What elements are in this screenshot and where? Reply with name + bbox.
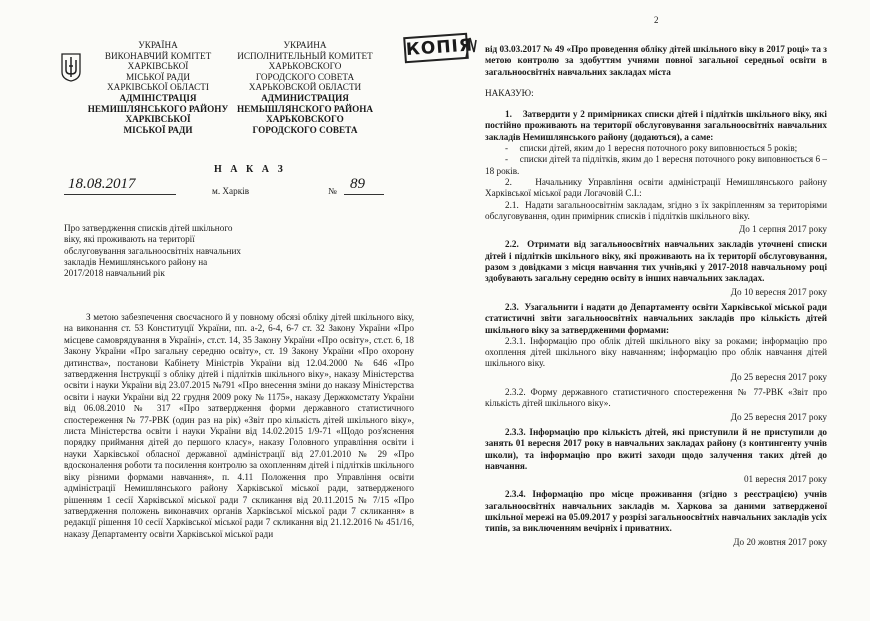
header-ru-line: АДМИНИСТРАЦИЯ [261, 92, 349, 103]
clause-2-3-3: 2.3.3. Інформацію про кількість дітей, які приступили й не приступили до занять 01 вересня 2017 року в навчальних закладах району (з контингенту учнів школи), та інформацію про вжиті заходи щодо залучення таких дітей до навчання. [485, 426, 827, 471]
header-ua-line: ВИКОНАВЧИЙ КОМІТЕТ [104, 50, 212, 61]
header-ru-line: УКРАИНА [283, 40, 327, 50]
clause-2-3-2: 2.3.2. Форму державного статистичного спостереження № 77-РВК «Звіт про кількість дітей шкільного віку». [485, 387, 827, 409]
clause-2-1: 2.1. Надати загальноосвітнім закладам, згідно з їх закріпленням за територіями обслуговування, один примірник списків і підлітків шкільного віку. [485, 199, 827, 221]
preamble-text: З метою забезпечення своєчасного й у повному обсязі обліку дітей шкільного віку, на виконання ст. 53 Конституції України, пп. а-2, 6-4, 6-7 ст. 32 Закону України «Про місцеве самоврядування в Україні», ст.ст. 14, 35 Закону України «Про освіту», ст.ст. 6, 18 Закону України «Про загальну середню освіту», ст. 19 Закону України «Про охорону дитинства», постанови Кабінету Міністрів України від 12.04.2000 № 646 «Про затвердження Інструкції з обліку дітей і підлітків шкільного віку», наказу Міністерства освіти і науки України від 23.07.2015 №791 «Про внесення зміни до наказу Міністерства освіти і науки України від 22 грудня 2009 року № 1175», наказу Держкомстату України від 06.08.2010 № 317 «Про затвердження форми державного статистичного спостереження № 77-РВК (один раз на рік) «Звіт про кількість дітей шкільного віку», листа Міністерства освіти і науки України від 14.02.2015 1/9-71 «Щодо роз'яснення порядку приймання дітей до першого класу», наказу Головного управління освіти і науки Харківської обласної державної адміністрації від 27.01.2010 № 29 «Про вдосконалення роботи та посилення контролю за охопленням дітей і підлітків шкільного віку різними формами навчання», п. 4.11 Положення про Управління освіти адміністрації Немишлянського району Харківської міської ради, затвердженого рішенням 1 сесії Харківської міської ради 7 скликання від 20.11.2015 № 7/15 «Про затвердження положень виконавчих органів Харківської міської ради 7 скликання» в редакції рішення 10 сесії Харківської міської ради 7 скликання від 21.12.2016 № 451/16, наказу Департаменту освіти Харківської міської ради [64, 312, 414, 539]
header-ua-line: МІСЬКОЇ РАДИ [123, 124, 193, 135]
header-ukrainian [78, 40, 238, 135]
deadline: До 25 вересня 2017 року [730, 411, 827, 422]
page-number: 2 [654, 15, 659, 25]
signature-mark-icon [464, 34, 478, 60]
copy-stamp [394, 30, 478, 66]
order-title: Н А К А З [214, 164, 286, 175]
clause-1b: - списки дітей та підлітків, яким до 1 вересня поточного року виповнюється 6 – 18 років. [485, 154, 827, 176]
header-ua-line: УКРАЇНА [138, 40, 178, 50]
header-ru-line: НЕМЫШЛЯНСКОГО РАЙОНА [236, 103, 374, 114]
order-number: 89 [350, 176, 365, 192]
clause-2: 2. Начальнику Управління освіти адміністрації Немишлянського району Харківської міської ради Логачовій С.І.: [485, 176, 827, 199]
header-ua-line: ХАРКІВСЬКОЇ [125, 114, 191, 125]
deadline: До 10 вересня 2017 року [730, 286, 827, 297]
clause-1a: - списки дітей, яким до 1 вересня поточного року виповнюється 5 років; [505, 143, 798, 154]
clause-2-3-1: 2.3.1. Інформацію про облік дітей шкільного віку за роками; інформацію про охоплення дітей шкільного віку навчанням; інформацію про облік навчання дітей шкільного віку. [485, 335, 827, 369]
preamble-continuation: від 03.03.2017 № 49 «Про проведення обліку дітей шкільного віку в 2017 році» та з метою контролю за здобуттям учнями повної загальної середньої освіти в загальноосвітніх навчальних закладах міста [485, 44, 827, 77]
order-city: м. Харків [212, 186, 250, 196]
header-ua-line: ХАРКІВСЬКОЇ ОБЛАСТІ [107, 82, 209, 93]
header-ru-line: ГОРОДСКОГО СОВЕТА [252, 124, 358, 135]
header-russian [230, 40, 380, 135]
date-underline [64, 194, 176, 195]
header-ru-line: ГОРОДСКОГО СОВЕТА [255, 71, 355, 82]
number-underline [344, 194, 384, 195]
order-subject: Про затвердження списків дітей шкільного віку, які проживають на території обслуговування загальноосвітніх навчальних закладів Немишлянського району на 2017/2018 навчальний рік [64, 223, 241, 279]
right-column [485, 44, 827, 552]
header-ua-line: ХАРКІВСЬКОЇ [127, 61, 189, 72]
clause-1: 1. Затвердити у 2 примірниках списки дітей і підлітків шкільного віку, які постійно проживають на території обслуговування загальноосвітніх навчальних закладів Немишлянського району (додаються), а саме: [485, 109, 827, 142]
deadline: До 1 серпня 2017 року [738, 224, 827, 235]
header-ru-line: ИСПОЛНИТЕЛЬНЫЙ КОМИТЕТ [237, 50, 373, 61]
header-ua-line: АДМІНІСТРАЦІЯ [119, 92, 197, 103]
header-ua-line: МІСЬКОЇ РАДИ [126, 71, 190, 82]
header-ru-line: ХАРЬКОВСКОГО [266, 114, 344, 125]
deadline: До 20 жовтня 2017 року [733, 536, 827, 547]
copy-stamp-label: КОПІЯ [403, 33, 469, 63]
order-date: 18.08.2017 [68, 176, 136, 192]
order-preamble [64, 312, 414, 540]
clause-2-2: 2.2. Отримати від загальноосвітніх навчальних закладів уточнені списки дітей і підлітків шкільного віку, які проживають на їх території обслуговування, разом з довідками з місця навчання тих учнів,які у 2017-2018 навчальному році здобувають загальну середню освіту в інших навчальних закладах. [485, 239, 827, 284]
header-ru-line: ХАРЬКОВСКОГО [268, 61, 342, 72]
header-ua-line: НЕМИШЛЯНСЬКОГО РАЙОНУ [87, 103, 229, 114]
order-number-sign: № [328, 186, 337, 196]
deadline: До 25 вересня 2017 року [730, 371, 827, 382]
clause-2-3-4: 2.3.4. Інформацію про місце проживання (згідно з реєстрацією) учнів загальноосвітніх навчальних закладів м. Харкова за даними затвердженої шкільної мережі на 05.09.2017 у розрізі загальноосвітніх навчальних закладів усіх типів, за виключенням вечірніх і приватних. [485, 489, 827, 534]
header-ru-line: ХАРЬКОВСКОЙ ОБЛАСТИ [248, 82, 362, 93]
order-verb: НАКАЗУЮ: [485, 87, 534, 98]
clause-2-3: 2.3. Узагальнити і надати до Департаменту освіти Харківської міської ради статистичні звіти загальноосвітніх навчальних закладів про кількість дітей шкільного віку за затвердженими формами: [485, 301, 827, 335]
deadline: 01 вересня 2017 року [743, 474, 827, 485]
